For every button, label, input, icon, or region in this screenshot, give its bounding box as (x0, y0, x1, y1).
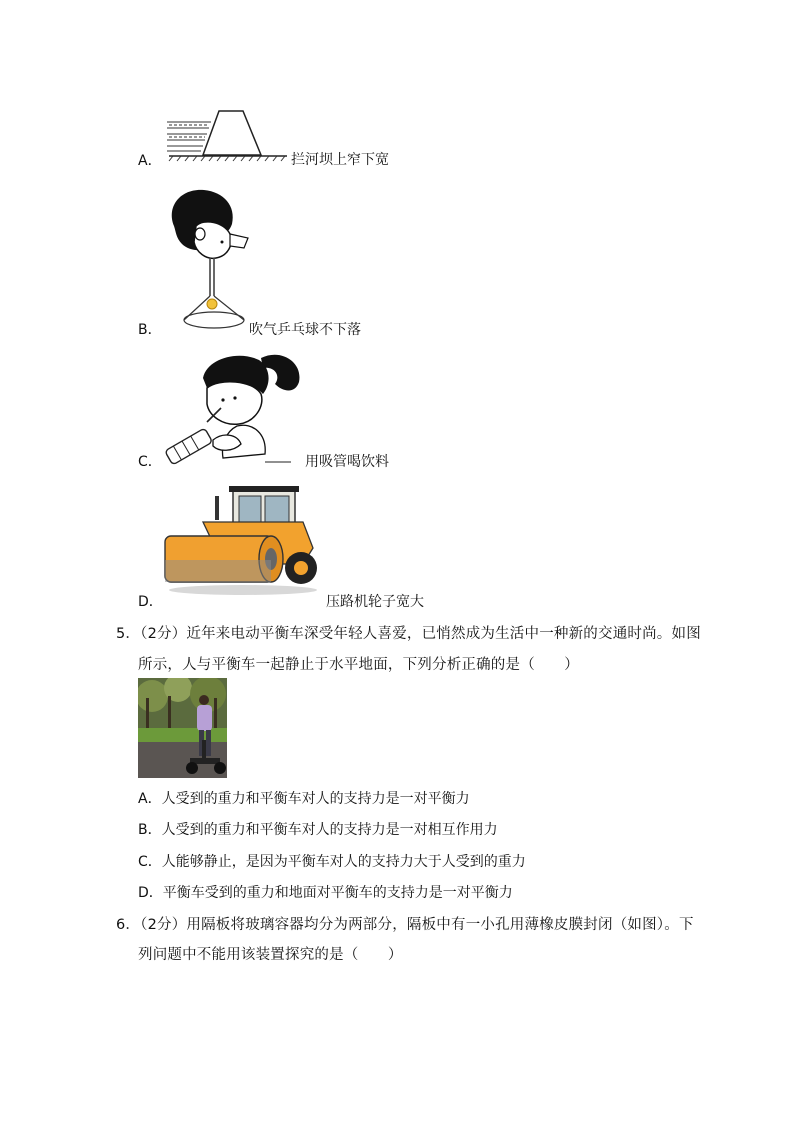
q6-stem-line2: 列问题中不能用该装置探究的是（ ） (138, 947, 403, 963)
q5-option-c[interactable]: C．人能够静止，是因为平衡车对人的支持力大于人受到的重力 (138, 854, 526, 870)
q5-stem-line2: 所示，人与平衡车一起静止于水平地面，下列分析正确的是（ ） (138, 657, 579, 673)
q5-option-b[interactable]: B．人受到的重力和平衡车对人的支持力是一对相互作用力 (138, 822, 498, 838)
q6-stem-line1: 6．（2分）用隔板将玻璃容器均分为两部分，隔板中有一小孔用薄橡皮膜封闭（如图）。下 (116, 917, 694, 933)
option-a-letter: A． (138, 153, 162, 169)
option-d-letter: D． (138, 594, 163, 610)
q5-option-d[interactable]: D．平衡车受到的重力和地面对平衡车的支持力是一对平衡力 (138, 885, 513, 901)
blowing-pingpong-figure (166, 186, 256, 334)
option-d-caption: 压路机轮子宽大 (326, 594, 424, 610)
option-b-caption: 吹气乒乓球不下落 (249, 322, 361, 338)
option-c-caption: 用吸管喝饮料 (305, 454, 389, 470)
q5-option-a[interactable]: A．人受到的重力和平衡车对人的支持力是一对平衡力 (138, 791, 470, 807)
balance-scooter-photo (138, 678, 227, 778)
girl-drinking-straw-figure (163, 348, 305, 466)
dam-diagram (165, 108, 290, 164)
option-b-letter: B． (138, 322, 162, 338)
q5-stem-line1: 5．（2分）近年来电动平衡车深受年轻人喜爱，已悄然成为生活中一种新的交通时尚。如图 (116, 626, 701, 642)
option-a-caption: 拦河坝上窄下宽 (291, 152, 389, 168)
option-c-letter: C． (138, 454, 162, 470)
road-roller-figure (163, 484, 319, 596)
